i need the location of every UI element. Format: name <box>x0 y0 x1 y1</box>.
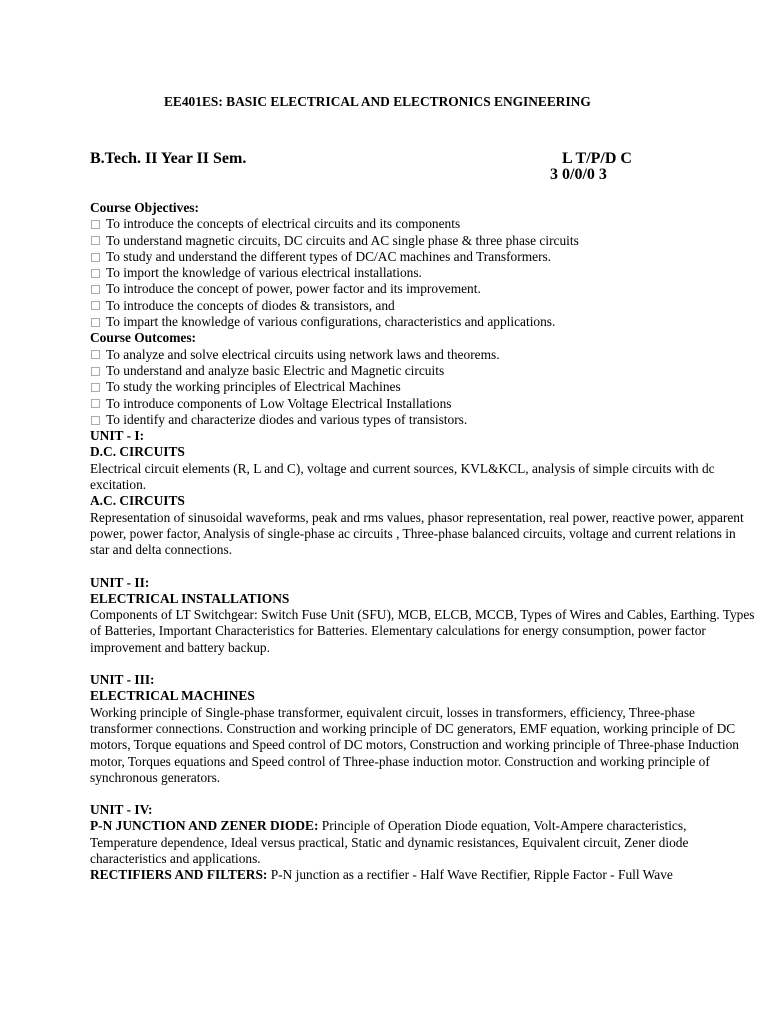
bullet-box-icon <box>91 399 100 408</box>
bullet-box-icon <box>91 416 100 425</box>
list-item: To study and understand the different types of DC/AC machines and Transformers. <box>90 249 755 265</box>
ac-circuits-heading: A.C. CIRCUITS <box>90 493 185 509</box>
ltpdc-label: L T/P/D C <box>562 150 632 167</box>
list-item: To introduce components of Low Voltage Electrical Installations <box>90 396 755 412</box>
objectives-list <box>90 216 755 330</box>
bullet-box-icon <box>91 383 100 392</box>
bullet-box-icon <box>91 269 100 278</box>
dc-circuits-heading: D.C. CIRCUITS <box>90 444 185 460</box>
unit2-heading: UNIT - II: <box>90 574 150 590</box>
unit4-heading: UNIT - IV: <box>90 802 153 818</box>
bullet-box-icon <box>91 236 100 245</box>
ac-circuits-text: Representation of sinusoidal waveforms, peak and rms values, phasor representation, real power, reactive power, apparent power, power factor, Analysis of single-phase ac circuits , Three-phase balanced circuits, voltage and current relations in star and delta connections. <box>90 509 744 558</box>
bullet-box-icon <box>91 367 100 376</box>
spacer <box>90 559 755 575</box>
list-item: To introduce the concepts of diodes & transistors, and <box>90 298 755 314</box>
dc-circuits-text: Electrical circuit elements (R, L and C), voltage and current sources, KVL&KCL, analysis of simple circuits with dc excitation. <box>90 460 715 493</box>
outcomes-heading: Course Outcomes: <box>90 330 196 346</box>
electrical-installations-heading: ELECTRICAL INSTALLATIONS <box>90 590 290 606</box>
electrical-machines-text: Working principle of Single-phase transformer, equivalent circuit, losses in transformers, efficiency, Three-phase transformer connections. Construction and working principle of DC generators, EMF equation, working principle of DC motors, Torque equations and Speed control of DC motors, Construction and working principle of Three-phase Induction motor, Torques equations and Speed control of Three-phase induction motor. Construction and working principle of synchronous generators. <box>90 704 739 785</box>
pn-junction-text: Principle of Operation Diode equation, Volt-Ampere characteristics, <box>318 818 687 834</box>
rectifiers-heading: RECTIFIERS AND FILTERS: <box>90 867 268 883</box>
unit3-heading: UNIT - III: <box>90 672 155 688</box>
temperature-text: Temperature dependence, Ideal versus practical, Static and dynamic resistances, Equivalent circuit, Zener diode characteristics and applications. <box>90 834 689 866</box>
bullet-box-icon <box>91 220 100 229</box>
list-item: To analyze and solve electrical circuits using network laws and theorems. <box>90 347 755 363</box>
list-item: To introduce the concept of power, power factor and its improvement. <box>90 281 755 297</box>
electrical-installations-text: Components of LT Switchgear: Switch Fuse Unit (SFU), MCB, ELCB, MCCB, Types of Wires and Cables, Earthing. Types of Batteries, Important Characteristics for Batteries. Elementary calculations for energy consumption, power factor improvement and battery backup. <box>90 607 755 655</box>
bullet-box-icon <box>91 285 100 294</box>
unit1-heading: UNIT - I: <box>90 428 145 444</box>
pn-junction-paragraph <box>90 818 755 834</box>
electrical-machines-heading: ELECTRICAL MACHINES <box>90 688 255 704</box>
bullet-box-icon <box>91 318 100 327</box>
objectives-heading: Course Objectives: <box>90 200 199 215</box>
rectifiers-paragraph <box>90 867 755 883</box>
document-title: EE401ES: BASIC ELECTRICAL AND ELECTRONICS ENGINEERING <box>164 94 591 109</box>
list-item: To understand and analyze basic Electric and Magnetic circuits <box>90 363 755 379</box>
list-item: To study the working principles of Electrical Machines <box>90 379 755 395</box>
bullet-box-icon <box>91 301 100 310</box>
list-item: To impart the knowledge of various configurations, characteristics and applications. <box>90 314 755 330</box>
bullet-box-icon <box>91 350 100 359</box>
document-body <box>90 200 755 884</box>
list-item: To import the knowledge of various electrical installations. <box>90 265 755 281</box>
bullet-box-icon <box>91 253 100 262</box>
ltpdc-values: 3 0/0/0 3 <box>550 166 607 183</box>
spacer <box>90 656 755 672</box>
spacer <box>90 786 755 802</box>
semester-label: B.Tech. II Year II Sem. <box>90 150 247 167</box>
rectifiers-text: P-N junction as a rectifier - Half Wave Rectifier, Ripple Factor - Full Wave <box>267 867 673 883</box>
list-item: To introduce the concepts of electrical circuits and its components <box>90 216 755 232</box>
outcomes-list <box>90 347 755 428</box>
list-item: To identify and characterize diodes and various types of transistors. <box>90 412 755 428</box>
pn-junction-heading: P-N JUNCTION AND ZENER DIODE: <box>90 818 319 834</box>
list-item: To understand magnetic circuits, DC circuits and AC single phase & three phase circuits <box>90 233 755 249</box>
